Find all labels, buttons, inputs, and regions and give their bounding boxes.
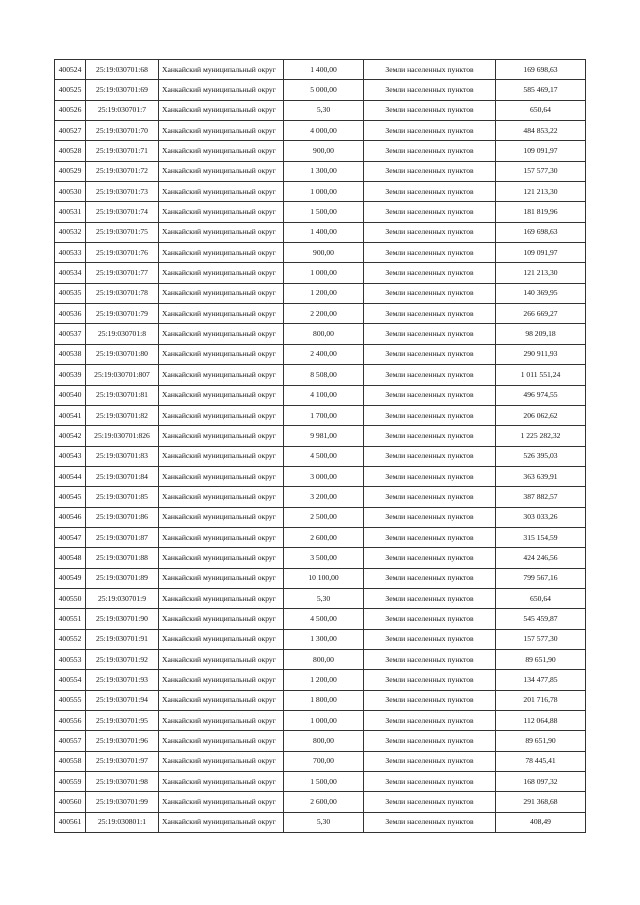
land-category-cell: Земли населенных пунктов: [364, 588, 496, 608]
area-cell: 5,30: [284, 588, 364, 608]
cadastral-number-cell: 25:19:030701:93: [86, 670, 159, 690]
municipality-cell: Ханкайский муниципальный округ: [159, 161, 284, 181]
row-id-cell: 400532: [55, 222, 86, 242]
area-cell: 3 500,00: [284, 548, 364, 568]
cadastral-number-cell: 25:19:030701:75: [86, 222, 159, 242]
municipality-cell: Ханкайский муниципальный округ: [159, 141, 284, 161]
table-row: [55, 182, 586, 202]
municipality-cell: Ханкайский муниципальный округ: [159, 222, 284, 242]
row-id-cell: 400537: [55, 324, 86, 344]
row-id-cell: 400557: [55, 731, 86, 751]
cadastral-value-cell: 1 011 551,24: [496, 365, 586, 385]
cadastral-value-cell: 315 154,59: [496, 527, 586, 547]
table-row: [55, 711, 586, 731]
land-category-cell: Земли населенных пунктов: [364, 344, 496, 364]
cadastral-value-cell: 585 469,17: [496, 80, 586, 100]
municipality-cell: Ханкайский муниципальный округ: [159, 121, 284, 141]
municipality-cell: Ханкайский муниципальный округ: [159, 568, 284, 588]
table-row: [55, 466, 586, 486]
land-category-cell: Земли населенных пунктов: [364, 222, 496, 242]
table-row: [55, 446, 586, 466]
land-category-cell: Земли населенных пунктов: [364, 649, 496, 669]
table-row: [55, 100, 586, 120]
land-category-cell: Земли населенных пунктов: [364, 568, 496, 588]
land-category-cell: Земли населенных пунктов: [364, 304, 496, 324]
cadastral-value-cell: 169 698,63: [496, 222, 586, 242]
area-cell: 2 200,00: [284, 304, 364, 324]
area-cell: 5,30: [284, 812, 364, 832]
cadastral-value-cell: 266 669,27: [496, 304, 586, 324]
cadastral-value-cell: 89 651,90: [496, 649, 586, 669]
area-cell: 800,00: [284, 731, 364, 751]
cadastral-number-cell: 25:19:030701:97: [86, 751, 159, 771]
table-row: [55, 222, 586, 242]
cadastral-value-cell: 206 062,62: [496, 405, 586, 425]
row-id-cell: 400536: [55, 304, 86, 324]
row-id-cell: 400544: [55, 466, 86, 486]
cadastral-value-cell: 140 369,95: [496, 283, 586, 303]
area-cell: 1 400,00: [284, 60, 364, 80]
cadastral-number-cell: 25:19:030701:79: [86, 304, 159, 324]
cadastral-number-cell: 25:19:030701:72: [86, 161, 159, 181]
municipality-cell: Ханкайский муниципальный округ: [159, 711, 284, 731]
area-cell: 5 000,00: [284, 80, 364, 100]
table-row: [55, 304, 586, 324]
table-row: [55, 161, 586, 181]
land-category-cell: Земли населенных пунктов: [364, 812, 496, 832]
cadastral-number-cell: 25:19:030701:78: [86, 283, 159, 303]
table-row: [55, 202, 586, 222]
cadastral-value-cell: 78 445,41: [496, 751, 586, 771]
cadastral-value-cell: 387 882,57: [496, 487, 586, 507]
land-category-cell: Земли населенных пунктов: [364, 466, 496, 486]
municipality-cell: Ханкайский муниципальный округ: [159, 202, 284, 222]
land-category-cell: Земли населенных пунктов: [364, 690, 496, 710]
table-row: [55, 426, 586, 446]
land-category-cell: Земли населенных пунктов: [364, 324, 496, 344]
table-row: [55, 344, 586, 364]
municipality-cell: Ханкайский муниципальный округ: [159, 629, 284, 649]
municipality-cell: Ханкайский муниципальный округ: [159, 385, 284, 405]
cadastral-value-cell: 484 853,22: [496, 121, 586, 141]
cadastral-number-cell: 25:19:030701:98: [86, 772, 159, 792]
cadastral-number-cell: 25:19:030701:95: [86, 711, 159, 731]
land-category-cell: Земли населенных пунктов: [364, 792, 496, 812]
land-category-cell: Земли населенных пунктов: [364, 711, 496, 731]
table-row: [55, 751, 586, 771]
municipality-cell: Ханкайский муниципальный округ: [159, 507, 284, 527]
row-id-cell: 400548: [55, 548, 86, 568]
row-id-cell: 400549: [55, 568, 86, 588]
table-row: [55, 670, 586, 690]
cadastral-number-cell: 25:19:030701:77: [86, 263, 159, 283]
cadastral-number-cell: 25:19:030701:71: [86, 141, 159, 161]
area-cell: 4 000,00: [284, 121, 364, 141]
area-cell: 1 200,00: [284, 670, 364, 690]
table-row: [55, 385, 586, 405]
land-category-cell: Земли населенных пунктов: [364, 731, 496, 751]
row-id-cell: 400551: [55, 609, 86, 629]
municipality-cell: Ханкайский муниципальный округ: [159, 751, 284, 771]
cadastral-number-cell: 25:19:030701:807: [86, 365, 159, 385]
cadastral-value-cell: 303 033,26: [496, 507, 586, 527]
row-id-cell: 400554: [55, 670, 86, 690]
area-cell: 4 500,00: [284, 609, 364, 629]
cadastral-value-cell: 650,64: [496, 588, 586, 608]
table-row: [55, 812, 586, 832]
land-category-cell: Земли населенных пунктов: [364, 141, 496, 161]
row-id-cell: 400538: [55, 344, 86, 364]
row-id-cell: 400559: [55, 772, 86, 792]
table-row: [55, 629, 586, 649]
row-id-cell: 400555: [55, 690, 86, 710]
area-cell: 1 000,00: [284, 711, 364, 731]
land-category-cell: Земли населенных пунктов: [364, 202, 496, 222]
municipality-cell: Ханкайский муниципальный округ: [159, 487, 284, 507]
cadastral-value-cell: 496 974,55: [496, 385, 586, 405]
table-row: [55, 527, 586, 547]
area-cell: 1 800,00: [284, 690, 364, 710]
cadastral-value-cell: 181 819,96: [496, 202, 586, 222]
municipality-cell: Ханкайский муниципальный округ: [159, 182, 284, 202]
cadastral-value-cell: 290 911,93: [496, 344, 586, 364]
table-row: [55, 405, 586, 425]
municipality-cell: Ханкайский муниципальный округ: [159, 690, 284, 710]
land-category-cell: Земли населенных пунктов: [364, 446, 496, 466]
cadastral-number-cell: 25:19:030801:1: [86, 812, 159, 832]
table-row: [55, 263, 586, 283]
table-row: [55, 588, 586, 608]
row-id-cell: 400526: [55, 100, 86, 120]
cadastral-number-cell: 25:19:030701:83: [86, 446, 159, 466]
cadastral-value-cell: 89 651,90: [496, 731, 586, 751]
area-cell: 1 000,00: [284, 182, 364, 202]
cadastral-number-cell: 25:19:030701:84: [86, 466, 159, 486]
cadastral-number-cell: 25:19:030701:74: [86, 202, 159, 222]
cadastral-number-cell: 25:19:030701:826: [86, 426, 159, 446]
row-id-cell: 400540: [55, 385, 86, 405]
municipality-cell: Ханкайский муниципальный округ: [159, 772, 284, 792]
municipality-cell: Ханкайский муниципальный округ: [159, 792, 284, 812]
cadastral-number-cell: 25:19:030701:81: [86, 385, 159, 405]
row-id-cell: 400561: [55, 812, 86, 832]
area-cell: 1 000,00: [284, 263, 364, 283]
table-row: [55, 609, 586, 629]
municipality-cell: Ханкайский муниципальный округ: [159, 60, 284, 80]
cadastral-value-cell: 408,49: [496, 812, 586, 832]
area-cell: 900,00: [284, 141, 364, 161]
municipality-cell: Ханкайский муниципальный округ: [159, 466, 284, 486]
area-cell: 8 508,00: [284, 365, 364, 385]
area-cell: 1 300,00: [284, 629, 364, 649]
row-id-cell: 400528: [55, 141, 86, 161]
table-row: [55, 568, 586, 588]
area-cell: 3 000,00: [284, 466, 364, 486]
land-category-cell: Земли населенных пунктов: [364, 121, 496, 141]
cadastral-value-cell: 291 368,68: [496, 792, 586, 812]
table-row: [55, 141, 586, 161]
table-row: [55, 283, 586, 303]
table-row: [55, 772, 586, 792]
row-id-cell: 400539: [55, 365, 86, 385]
area-cell: 2 500,00: [284, 507, 364, 527]
row-id-cell: 400529: [55, 161, 86, 181]
area-cell: 900,00: [284, 243, 364, 263]
row-id-cell: 400535: [55, 283, 86, 303]
land-category-cell: Земли населенных пунктов: [364, 670, 496, 690]
land-category-cell: Земли населенных пунктов: [364, 182, 496, 202]
row-id-cell: 400533: [55, 243, 86, 263]
cadastral-value-cell: 121 213,30: [496, 263, 586, 283]
row-id-cell: 400550: [55, 588, 86, 608]
land-category-cell: Земли населенных пунктов: [364, 548, 496, 568]
row-id-cell: 400556: [55, 711, 86, 731]
area-cell: 700,00: [284, 751, 364, 771]
area-cell: 1 400,00: [284, 222, 364, 242]
land-category-cell: Земли населенных пунктов: [364, 609, 496, 629]
land-category-cell: Земли населенных пунктов: [364, 283, 496, 303]
municipality-cell: Ханкайский муниципальный округ: [159, 283, 284, 303]
cadastral-value-cell: 526 395,03: [496, 446, 586, 466]
municipality-cell: Ханкайский муниципальный округ: [159, 812, 284, 832]
table-row: [55, 365, 586, 385]
municipality-cell: Ханкайский муниципальный округ: [159, 243, 284, 263]
municipality-cell: Ханкайский муниципальный округ: [159, 446, 284, 466]
cadastral-number-cell: 25:19:030701:88: [86, 548, 159, 568]
cadastral-value-cell: 109 091,97: [496, 141, 586, 161]
row-id-cell: 400553: [55, 649, 86, 669]
area-cell: 1 700,00: [284, 405, 364, 425]
area-cell: 1 300,00: [284, 161, 364, 181]
table-body: [55, 60, 586, 833]
municipality-cell: Ханкайский муниципальный округ: [159, 731, 284, 751]
cadastral-value-cell: 1 225 282,32: [496, 426, 586, 446]
cadastral-value-cell: 799 567,16: [496, 568, 586, 588]
municipality-cell: Ханкайский муниципальный округ: [159, 100, 284, 120]
table-row: [55, 731, 586, 751]
municipality-cell: Ханкайский муниципальный округ: [159, 609, 284, 629]
cadastral-number-cell: 25:19:030701:68: [86, 60, 159, 80]
municipality-cell: Ханкайский муниципальный округ: [159, 670, 284, 690]
table-row: [55, 243, 586, 263]
area-cell: 2 400,00: [284, 344, 364, 364]
cadastral-number-cell: 25:19:030701:89: [86, 568, 159, 588]
land-category-cell: Земли населенных пунктов: [364, 60, 496, 80]
area-cell: 9 981,00: [284, 426, 364, 446]
row-id-cell: 400534: [55, 263, 86, 283]
municipality-cell: Ханкайский муниципальный округ: [159, 527, 284, 547]
row-id-cell: 400531: [55, 202, 86, 222]
cadastral-number-cell: 25:19:030701:99: [86, 792, 159, 812]
cadastral-value-cell: 545 459,87: [496, 609, 586, 629]
cadastral-number-cell: 25:19:030701:73: [86, 182, 159, 202]
land-category-cell: Земли населенных пунктов: [364, 487, 496, 507]
cadastral-value-table: [54, 59, 586, 833]
cadastral-number-cell: 25:19:030701:8: [86, 324, 159, 344]
area-cell: 2 600,00: [284, 792, 364, 812]
cadastral-value-cell: 201 716,78: [496, 690, 586, 710]
cadastral-number-cell: 25:19:030701:85: [86, 487, 159, 507]
area-cell: 4 500,00: [284, 446, 364, 466]
cadastral-number-cell: 25:19:030701:76: [86, 243, 159, 263]
land-category-cell: Земли населенных пунктов: [364, 751, 496, 771]
row-id-cell: 400545: [55, 487, 86, 507]
table-row: [55, 649, 586, 669]
area-cell: 1 500,00: [284, 772, 364, 792]
table-row: [55, 548, 586, 568]
table-row: [55, 121, 586, 141]
cadastral-number-cell: 25:19:030701:70: [86, 121, 159, 141]
area-cell: 10 100,00: [284, 568, 364, 588]
land-category-cell: Земли населенных пунктов: [364, 80, 496, 100]
cadastral-value-cell: 121 213,30: [496, 182, 586, 202]
table-row: [55, 324, 586, 344]
table-row: [55, 507, 586, 527]
municipality-cell: Ханкайский муниципальный округ: [159, 263, 284, 283]
land-category-cell: Земли населенных пунктов: [364, 100, 496, 120]
municipality-cell: Ханкайский муниципальный округ: [159, 426, 284, 446]
cadastral-value-cell: 134 477,85: [496, 670, 586, 690]
row-id-cell: 400542: [55, 426, 86, 446]
cadastral-value-cell: 98 209,18: [496, 324, 586, 344]
cadastral-value-cell: 424 246,56: [496, 548, 586, 568]
municipality-cell: Ханкайский муниципальный округ: [159, 588, 284, 608]
area-cell: 1 500,00: [284, 202, 364, 222]
municipality-cell: Ханкайский муниципальный округ: [159, 405, 284, 425]
cadastral-number-cell: 25:19:030701:91: [86, 629, 159, 649]
land-category-cell: Земли населенных пунктов: [364, 263, 496, 283]
area-cell: 4 100,00: [284, 385, 364, 405]
area-cell: 3 200,00: [284, 487, 364, 507]
cadastral-value-cell: 169 698,63: [496, 60, 586, 80]
cadastral-number-cell: 25:19:030701:92: [86, 649, 159, 669]
cadastral-value-cell: 157 577,30: [496, 161, 586, 181]
cadastral-number-cell: 25:19:030701:82: [86, 405, 159, 425]
table-row: [55, 60, 586, 80]
cadastral-number-cell: 25:19:030701:9: [86, 588, 159, 608]
land-category-cell: Земли населенных пунктов: [364, 426, 496, 446]
cadastral-number-cell: 25:19:030701:90: [86, 609, 159, 629]
area-cell: 2 600,00: [284, 527, 364, 547]
area-cell: 5,30: [284, 100, 364, 120]
cadastral-number-cell: 25:19:030701:80: [86, 344, 159, 364]
municipality-cell: Ханкайский муниципальный округ: [159, 365, 284, 385]
land-category-cell: Земли населенных пунктов: [364, 527, 496, 547]
table-row: [55, 690, 586, 710]
row-id-cell: 400530: [55, 182, 86, 202]
area-cell: 800,00: [284, 324, 364, 344]
cadastral-value-cell: 363 639,91: [496, 466, 586, 486]
cadastral-number-cell: 25:19:030701:96: [86, 731, 159, 751]
municipality-cell: Ханкайский муниципальный округ: [159, 548, 284, 568]
area-cell: 800,00: [284, 649, 364, 669]
table-row: [55, 792, 586, 812]
row-id-cell: 400524: [55, 60, 86, 80]
row-id-cell: 400547: [55, 527, 86, 547]
land-category-cell: Земли населенных пунктов: [364, 243, 496, 263]
cadastral-number-cell: 25:19:030701:69: [86, 80, 159, 100]
row-id-cell: 400541: [55, 405, 86, 425]
cadastral-value-cell: 112 064,88: [496, 711, 586, 731]
municipality-cell: Ханкайский муниципальный округ: [159, 80, 284, 100]
cadastral-number-cell: 25:19:030701:87: [86, 527, 159, 547]
municipality-cell: Ханкайский муниципальный округ: [159, 344, 284, 364]
land-category-cell: Земли населенных пунктов: [364, 629, 496, 649]
municipality-cell: Ханкайский муниципальный округ: [159, 649, 284, 669]
row-id-cell: 400527: [55, 121, 86, 141]
row-id-cell: 400525: [55, 80, 86, 100]
land-category-cell: Земли населенных пунктов: [364, 365, 496, 385]
cadastral-value-cell: 650,64: [496, 100, 586, 120]
cadastral-number-cell: 25:19:030701:86: [86, 507, 159, 527]
table-row: [55, 80, 586, 100]
land-category-cell: Земли населенных пунктов: [364, 507, 496, 527]
municipality-cell: Ханкайский муниципальный округ: [159, 304, 284, 324]
cadastral-number-cell: 25:19:030701:7: [86, 100, 159, 120]
land-category-cell: Земли населенных пунктов: [364, 405, 496, 425]
cadastral-value-cell: 168 097,32: [496, 772, 586, 792]
land-category-cell: Земли населенных пунктов: [364, 161, 496, 181]
row-id-cell: 400558: [55, 751, 86, 771]
cadastral-value-cell: 157 577,30: [496, 629, 586, 649]
land-category-cell: Земли населенных пунктов: [364, 385, 496, 405]
row-id-cell: 400543: [55, 446, 86, 466]
land-category-cell: Земли населенных пунктов: [364, 772, 496, 792]
cadastral-value-cell: 109 091,97: [496, 243, 586, 263]
row-id-cell: 400560: [55, 792, 86, 812]
row-id-cell: 400552: [55, 629, 86, 649]
area-cell: 1 200,00: [284, 283, 364, 303]
row-id-cell: 400546: [55, 507, 86, 527]
cadastral-number-cell: 25:19:030701:94: [86, 690, 159, 710]
municipality-cell: Ханкайский муниципальный округ: [159, 324, 284, 344]
table-row: [55, 487, 586, 507]
